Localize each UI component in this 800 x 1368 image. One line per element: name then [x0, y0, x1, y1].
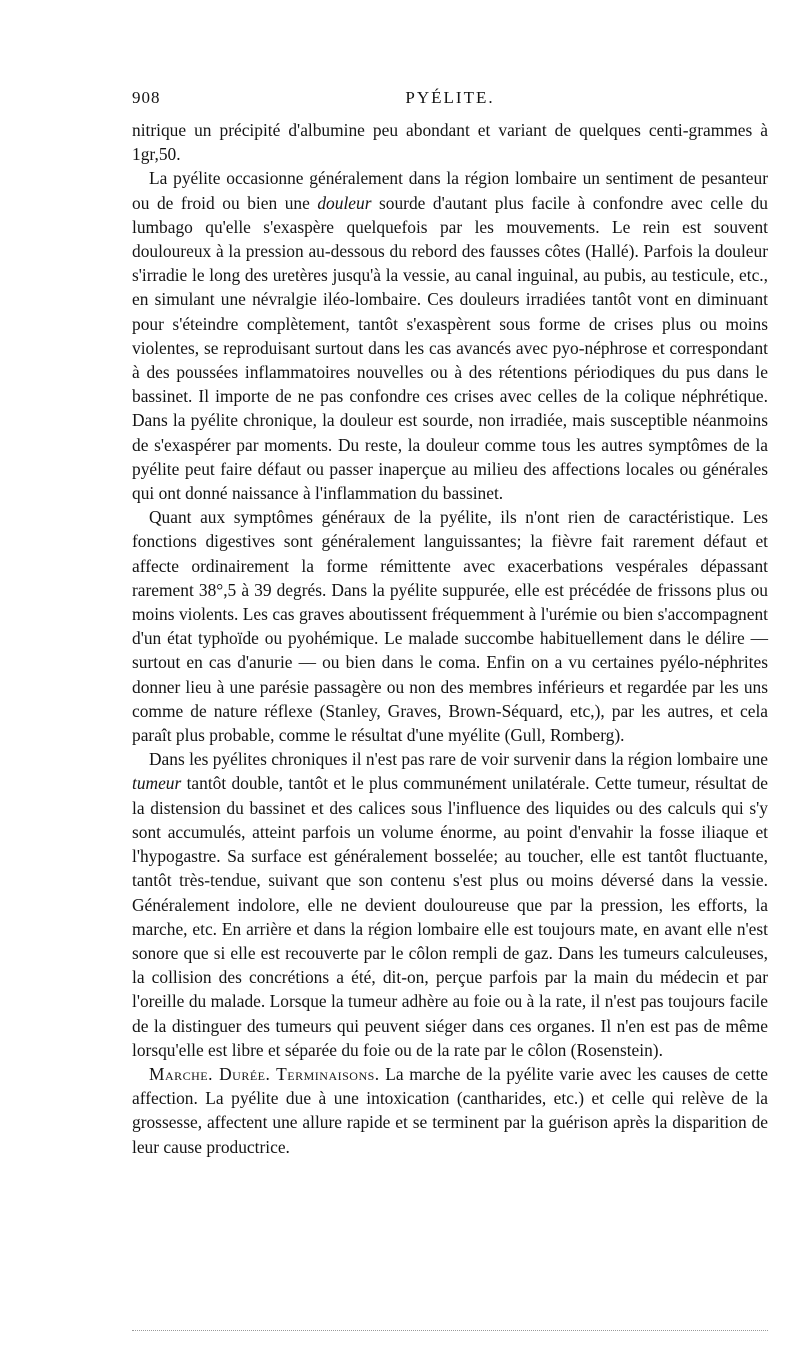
- page-number: 908: [132, 88, 161, 107]
- body-text: [132, 118, 768, 1159]
- paragraph-text: La marche de la pyélite varie avec les causes de cette affection. La pyélite due à une intoxication (cantharides, etc.) et celle qui relève de la grossesse, affectent une allure rapide et se terminent par la guérison après la disparition de leur cause productrice.: [132, 1063, 768, 1157]
- paragraph-text: Quant aux symptômes généraux de la pyélite, ils n'ont rien de caractéristique. Les fonctions digestives sont généralement languissantes; la fièvre fait rarement défaut et affecte ordinairement la forme rémittente avec exacerbations vespérales dépassant rarement 38°,5 à 39 degrés. Dans la pyélite suppurée, elle est précédée de frissons plus ou moins violents. Les cas graves aboutissent fréquemment à l'urémie ou bien s'accompagnent d'un état typhoïde ou pyohémique. Le malade succombe habituellement dans le délire — surtout en cas d'anurie — ou bien dans le coma. Enfin on a vu certaines pyélo-néphrites donner lieu à une parésie passagère ou non des membres inférieurs et regardée par les uns comme de nature réflexe (Stanley, Graves, Brown-Séquard, etc,), par les autres, et cela paraît plus probable, comme le résultat d'une myélite (Gull, Romberg).: [132, 507, 768, 746]
- section-heading: Marche. Durée. Terminaisons.: [149, 1063, 380, 1084]
- paragraph: [132, 505, 768, 747]
- paragraph: [132, 747, 768, 1062]
- running-title: PYÉLITE.: [405, 88, 495, 107]
- paragraph-text: nitrique un précipité d'albumine peu abondant et variant de quelques centi-grammes à 1gr,50.: [132, 120, 768, 165]
- running-head: [132, 88, 768, 118]
- page: [132, 88, 768, 1159]
- paragraph-text: Dans les pyélites chroniques il n'est pas rare de voir survenir dans la région lombaire une: [149, 749, 768, 770]
- paragraph-text: tantôt double, tantôt et le plus communément unilatérale. Cette tumeur, résultat de la distension du bassinet et des calices sous l'influence des liquides ou des calculs qui s'y sont accumulés, atteint parfois un volume énorme, au point d'envahir la fosse iliaque et l'hypogastre. Sa surface est généralement bosselée; au toucher, elle est tantôt fluctuante, tantôt très-tendue, suivant que son contenu s'est plus ou moins déversé dans la vessie. Généralement indolore, elle ne devient douloureuse que par la pression, les efforts, la marche, etc. En arrière et dans la région lombaire elle est toujours mate, en avant elle n'est sonore que si elle est recouverte par le côlon rempli de gaz. Dans les tumeurs calculeuses, la collision des concrétions a été, dit-on, perçue parfois par la main du médecin et par l'oreille du malade. Lorsque la tumeur adhère au foie ou à la rate, il n'est pas toujours facile de la distinguer des tumeurs qui peuvent siéger dans ces organes. Il n'en est pas de même lorsqu'elle est libre et séparée du foie ou de la rate par le côlon (Rosenstein).: [132, 773, 768, 1060]
- emphasis: tumeur: [132, 773, 182, 794]
- paragraph: [132, 118, 768, 166]
- emphasis: douleur: [317, 192, 372, 213]
- paragraph: [132, 1062, 768, 1159]
- footer-rule: [132, 1330, 768, 1331]
- paragraph-text: sourde d'autant plus facile à confondre avec celle du lumbago qu'elle s'exaspère quelquefois par les mouvements. Le rein est souvent douloureux à la pression au-dessous du rebord des fausses côtes (Hallé). Parfois la douleur s'irradie le long des uretères jusqu'à la vessie, au canal inguinal, au pubis, au testicule, etc., en simulant une névralgie iléo-lombaire. Ces douleurs irradiées tantôt vont en diminuant pour s'éteindre complètement, tantôt s'exaspèrent sous forme de crises plus ou moins violentes, se reproduisant surtout dans les cas avancés avec pyo-néphrose et correspondant à des poussées inflammatoires nouvelles ou à des rétentions périodiques du pus dans le bassinet. Il importe de ne pas confondre ces crises avec celles de la colique néphrétique. Dans la pyélite chronique, la douleur est sourde, non irradiée, mais susceptible néanmoins de s'exaspérer par moments. Du reste, la douleur comme tous les autres symptômes de la pyélite peut faire défaut ou passer inaperçue au milieu des affections locales ou générales qui ont donné naissance à l'inflammation du bassinet.: [132, 192, 768, 504]
- paragraph: [132, 166, 768, 505]
- paragraph-text: La pyélite occasionne généralement dans la région lombaire un sentiment de pesanteur ou de froid ou bien une: [132, 168, 768, 213]
